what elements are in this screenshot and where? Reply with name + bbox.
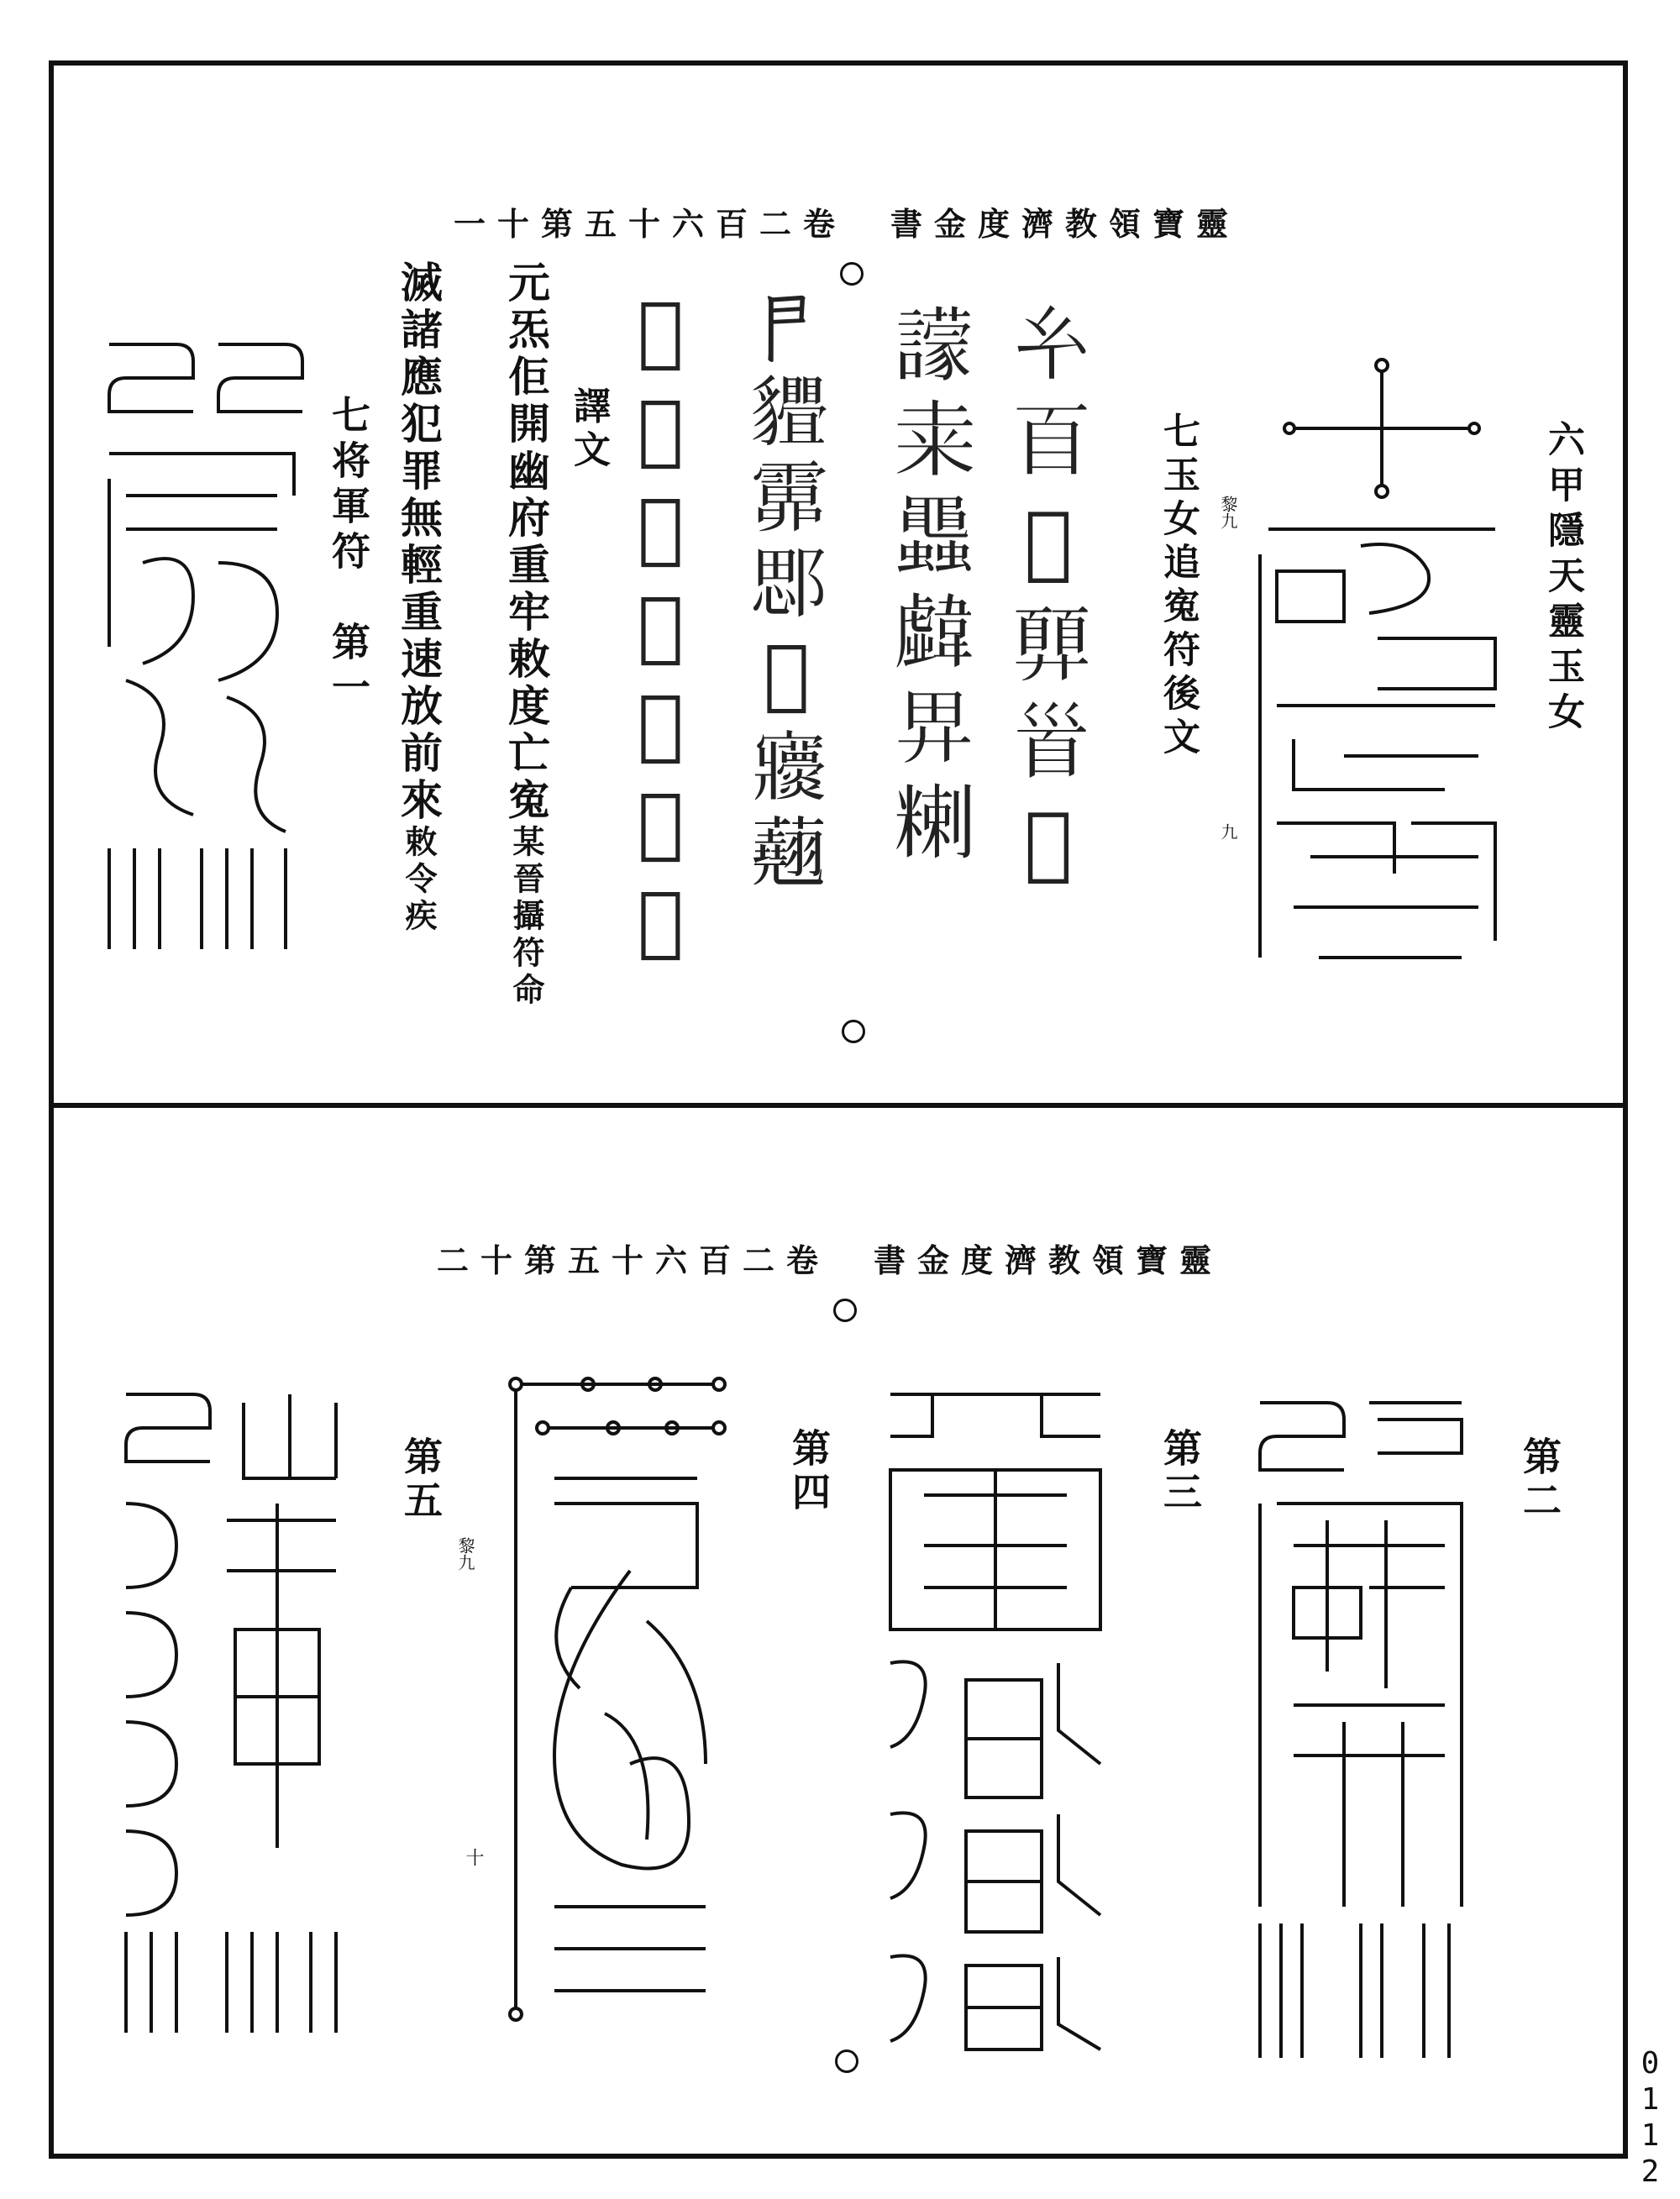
ring-marker-bottom-top (833, 1299, 857, 1322)
seal-column-3: 𠁣𧴢𩅎𨜐𠦱𡬖𧄍 (742, 286, 832, 898)
translation-col-2-small: 敕令疾 (400, 825, 438, 936)
page-number: 0112 (1633, 2046, 1667, 2191)
label-second: 第二 (1517, 1436, 1562, 1524)
talisman-second (1243, 1386, 1478, 2075)
seal-column-1: 𢆯𦣻𥅿𢍳𩠐𣐕 (1001, 302, 1095, 904)
bottom-small-mark: 十 (463, 1848, 484, 1866)
translation-col-1-main: 元炁佢開幽府重牢敕度亡寃 (501, 260, 551, 825)
talisman-third (874, 1378, 1117, 2066)
seal-column-4: 𦘧𤯳𡰥𧈡𢎗𨖉𡼊 (616, 286, 706, 974)
label-fifth: 第五 (398, 1436, 444, 1524)
translation-col-2 (388, 260, 449, 936)
talisman-fourth (504, 1369, 739, 2041)
seal-column-2: 𧭊𥸮𧕵𩏣𢌿𥻃 (884, 302, 978, 877)
talisman-fifth (109, 1378, 353, 2049)
top-header: 靈寶領教濟度金書 卷二百六十五第十一 (454, 205, 1241, 243)
bottom-small-note: 黎九 (455, 1537, 475, 1571)
translation-col-2-main: 滅諸應犯罪無輕重速放前來 (394, 260, 444, 825)
ring-marker-bottom-end (835, 2049, 858, 2073)
talisman-first (92, 328, 311, 966)
label-third: 第三 (1158, 1428, 1203, 1515)
ring-marker-mid (842, 1020, 865, 1043)
sub-title: 七玉女追寃符後文 (1157, 412, 1200, 761)
right-title: 六甲隱天靈玉女 (1541, 420, 1584, 737)
bottom-header: 靈寶領教濟度金書 卷二百六十五第十二 (437, 1241, 1224, 1279)
talisman-six-jia (1243, 353, 1520, 991)
translation-label: 譯文 (567, 386, 610, 474)
small-note-b: 九 (1218, 823, 1238, 840)
talisman-label-first: 七将軍符 第一 (326, 395, 371, 712)
ring-marker-top (840, 262, 864, 286)
translation-col-1-small: 某晉攝符命 (507, 825, 545, 1010)
label-fourth: 第四 (786, 1428, 832, 1515)
small-note-a: 黎九 (1218, 496, 1238, 529)
translation-col-1 (496, 260, 556, 1010)
panel-divider (49, 1103, 1628, 1108)
